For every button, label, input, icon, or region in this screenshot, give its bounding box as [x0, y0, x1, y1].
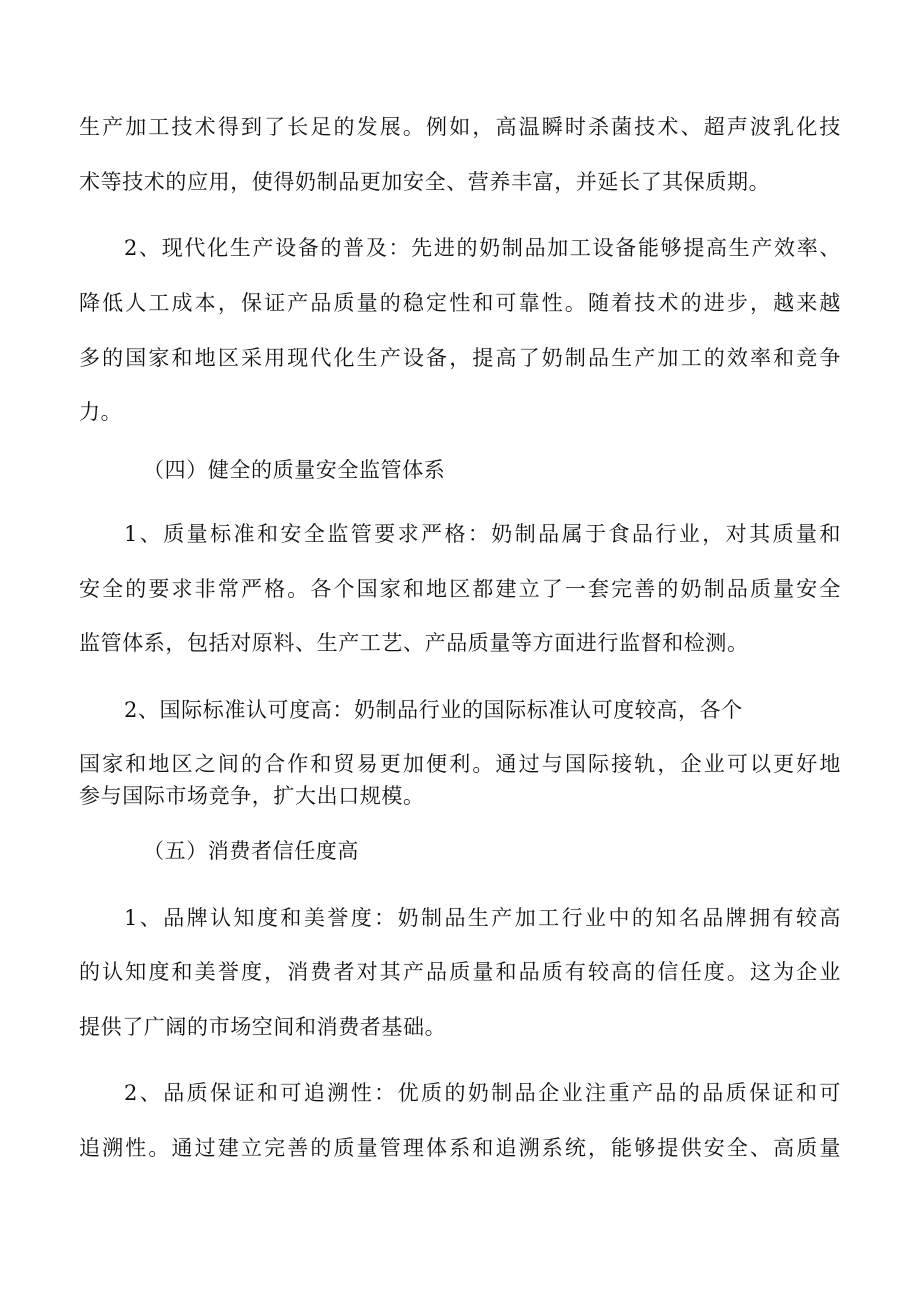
paragraph-line: 降低人工成本，保证产品质量的稳定性和可靠性。随着技术的进步，越来越	[79, 291, 841, 315]
section-heading: （四）健全的质量安全监管体系	[143, 458, 446, 482]
paragraph-line: 参与国际市场竞争，扩大出口规模。	[79, 784, 425, 808]
paragraph-line: 安全的要求非常严格。各个国家和地区都建立了一套完善的奶制品质量安全	[79, 577, 841, 601]
paragraph-line: 的认知度和美誉度，消费者对其产品质量和品质有较高的信任度。这为企业	[79, 960, 841, 984]
paragraph-line: 术等技术的应用，使得奶制品更加安全、营养丰富，并延长了其保质期。	[79, 170, 771, 194]
paragraph-line: 2、品质保证和可追溯性：优质的奶制品企业注重产品的品质保证和可	[124, 1081, 841, 1105]
paragraph-line: 追溯性。通过建立完善的质量管理体系和追溯系统，能够提供安全、高质量	[79, 1136, 841, 1160]
paragraph-line: 2、现代化生产设备的普及：先进的奶制品加工设备能够提高生产效率、	[124, 236, 841, 260]
section-heading: （五）消费者信任度高	[143, 839, 359, 863]
paragraph-line: 2、国际标准认可度高：奶制品行业的国际标准认可度较高，各个	[124, 698, 743, 722]
paragraph-line: 多的国家和地区采用现代化生产设备，提高了奶制品生产加工的效率和竞争	[79, 346, 841, 370]
paragraph-line: 1、品牌认知度和美誉度：奶制品生产加工行业中的知名品牌拥有较高	[124, 906, 841, 930]
paragraph-line: 国家和地区之间的合作和贸易更加便利。通过与国际接轨，企业可以更好地	[79, 752, 841, 776]
paragraph-line: 生产加工技术得到了长足的发展。例如，高温瞬时杀菌技术、超声波乳化技	[79, 115, 841, 139]
paragraph-line: 监管体系，包括对原料、生产工艺、产品质量等方面进行监督和检测。	[79, 631, 749, 655]
paragraph-line: 1、质量标准和安全监管要求严格：奶制品属于食品行业，对其质量和	[124, 522, 841, 546]
paragraph-line: 提供了广阔的市场空间和消费者基础。	[79, 1015, 447, 1039]
paragraph-line: 力。	[79, 400, 123, 424]
